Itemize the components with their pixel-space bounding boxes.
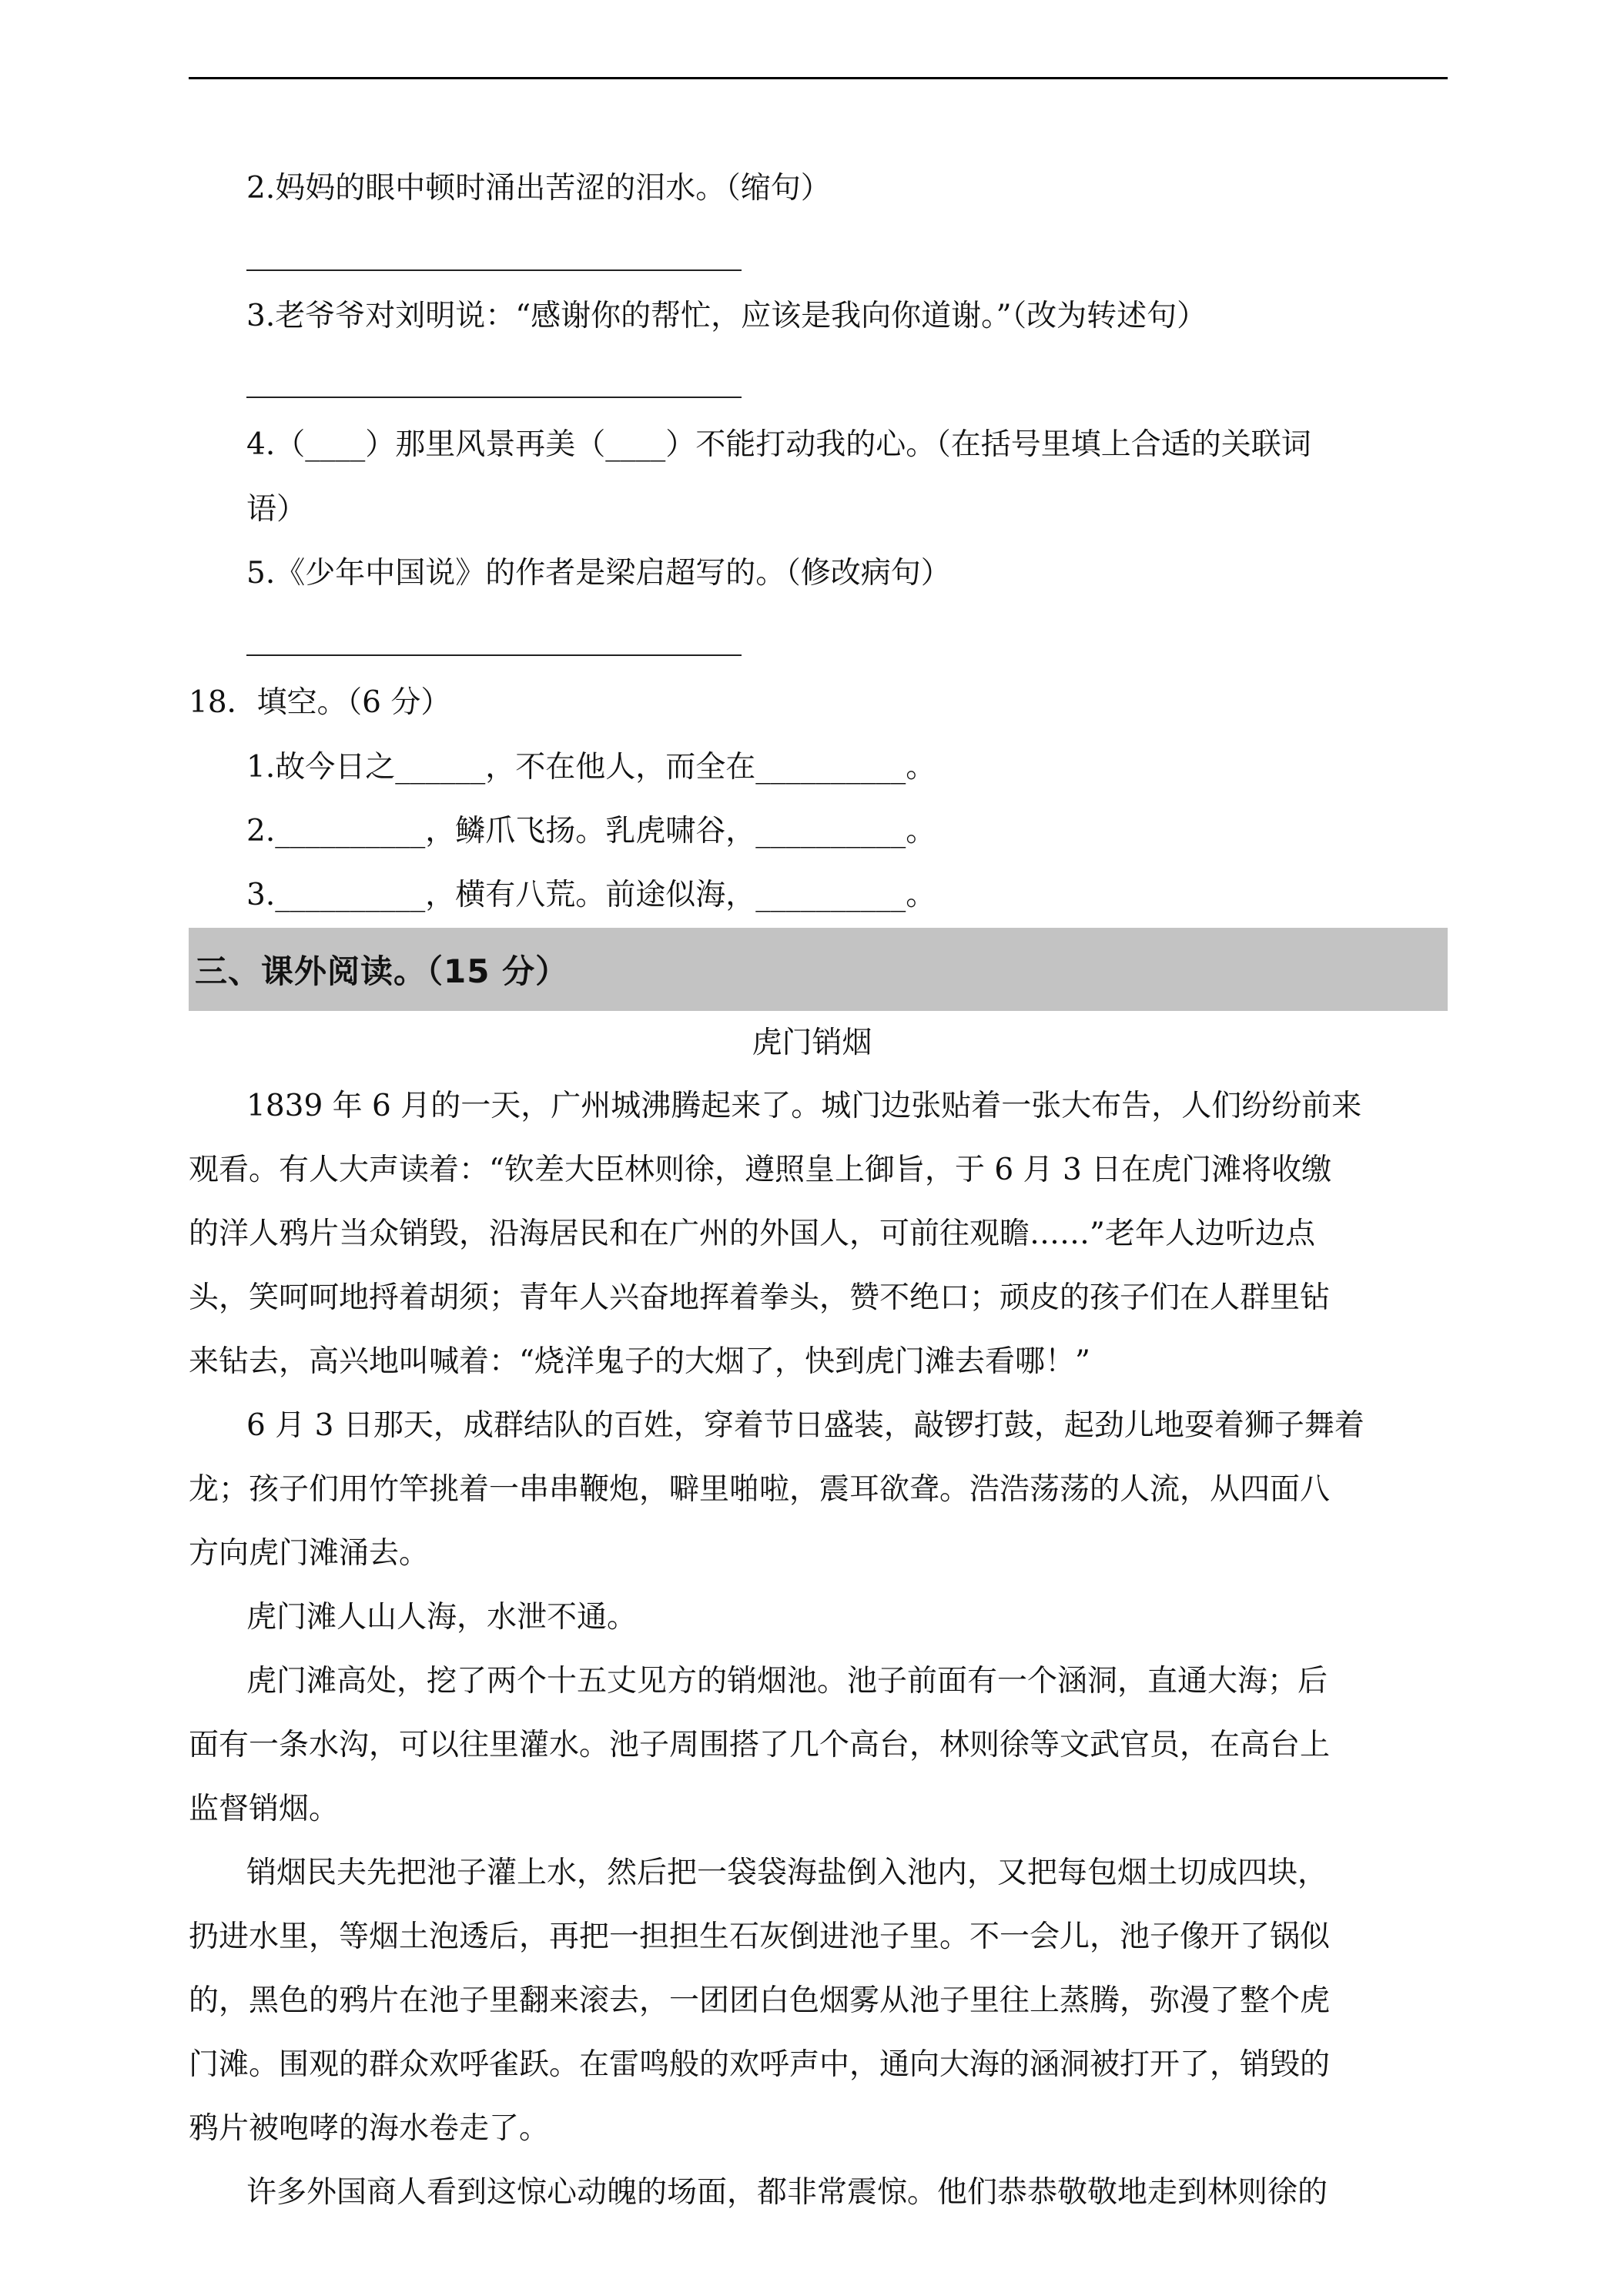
passage-line: 面有一条水沟，可以往里灌水。池子周围搭了几个高台，林则徐等文武官员，在高台上 [189,1728,1331,1762]
q18-item-2: 2.__________，鳞爪飞扬。乳虎啸谷，__________。 [246,814,936,848]
passage-line: 龙；孩子们用竹竿挑着一串串鞭炮，噼里啪啦，震耳欲聋。浩浩荡荡的人流，从四面八 [189,1472,1331,1507]
q18-item-1: 1.故今日之______，不在他人，而全在__________。 [246,750,936,785]
passage-line: 观看。有人大声读着：“钦差大臣林则徐，遵照皇上御旨，于 6 月 3 日在虎门滩将收缴 [189,1153,1332,1187]
q18-item-3: 3.__________，横有八荒。前途似海，__________。 [246,878,936,912]
q18-heading: 18．填空。（6 分） [189,685,451,720]
q17-item-4-cont: 语） [246,492,307,527]
passage-line: 的洋人鸦片当众销毁，沿海居民和在广州的外国人，可前往观瞻……”老年人边听边点 [189,1217,1315,1251]
passage-line: 6 月 3 日那天，成群结队的百姓，穿着节日盛装，敲锣打鼓，起劲儿地耍着狮子舞着 [246,1408,1364,1443]
passage-line: 许多外国商人看到这惊心动魄的场面，都非常震惊。他们恭恭敬敬地走到林则徐的 [246,2175,1328,2210]
q17-item-5: 5.《少年中国说》的作者是梁启超写的。（修改病句） [246,556,951,591]
passage-line: 头，笑呵呵地捋着胡须；青年人兴奋地挥着拳头，赞不绝口；顽皮的孩子们在人群里钻 [189,1280,1331,1315]
q17-item-2: 2.妈妈的眼中顿时涌出苦涩的泪水。（缩句） [246,171,831,206]
q17-item-3: 3.老爷爷对刘明说：“感谢你的帮忙，应该是我向你道谢。”（改为转述句） [246,299,1207,333]
passage-line: 监督销烟。 [189,1792,340,1826]
answer-line-3[interactable] [246,397,742,398]
passage-line: 鸦片被咆哮的海水卷走了。 [189,2111,550,2146]
passage-line: 扔进水里，等烟土泡透后，再把一担担生石灰倒进池子里。不一会儿，池子像开了锅似 [189,1919,1331,1954]
passage-line: 来钻去，高兴地叫喊着：“烧洋鬼子的大烟了，快到虎门滩去看哪！” [189,1344,1090,1379]
answer-line-5[interactable] [246,654,742,656]
passage-line: 虎门滩人山人海，水泄不通。 [246,1600,638,1635]
passage-line: 的，黑色的鸦片在池子里翻来滚去，一团团白色烟雾从池子里往上蒸腾，弥漫了整个虎 [189,1983,1331,2018]
passage-line: 销烟民夫先把池子灌上水，然后把一袋袋海盐倒入池内，又把每包烟土切成四块， [246,1856,1328,1890]
passage-title: 虎门销烟 [752,1026,872,1060]
q17-item-4: 4.（____）那里风景再美（____）不能打动我的心。（在括号里填上合适的关联词 [246,427,1311,462]
passage-line: 1839 年 6 月的一天，广州城沸腾起来了。城门边张贴着一张大布告，人们纷纷前来 [246,1089,1362,1123]
passage-line: 虎门滩高处，挖了两个十五丈见方的销烟池。池子前面有一个涵洞，直通大海；后 [246,1664,1328,1699]
section-heading: 三、课外阅读。（15 分） [195,952,569,990]
answer-line-2[interactable] [246,269,742,271]
top-rule [189,77,1448,79]
passage-line: 门滩。围观的群众欢呼雀跃。在雷鸣般的欢呼声中，通向大海的涵洞被打开了，销毁的 [189,2047,1331,2082]
passage-line: 方向虎门滩涌去。 [189,1536,430,1571]
section-heading-band [189,928,1448,1011]
